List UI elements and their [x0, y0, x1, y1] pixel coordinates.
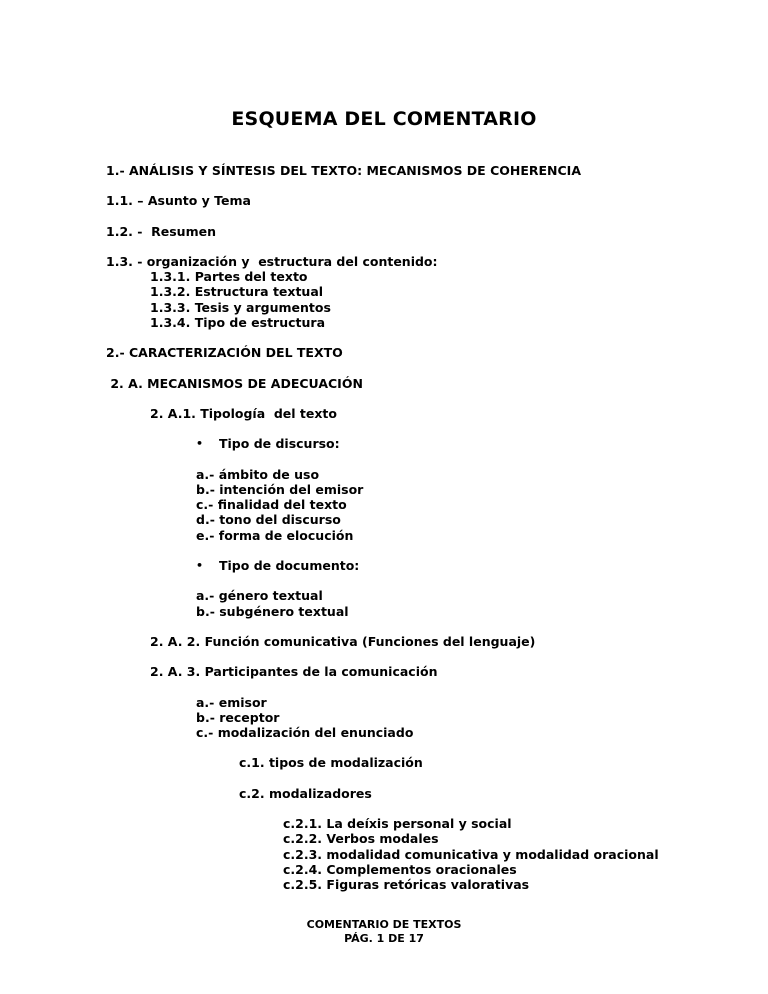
outline-line [106, 193, 738, 208]
outline-line [196, 497, 738, 512]
outline-line-text: 2. A. 3. Participantes de la comunicación [150, 664, 438, 680]
outline-line [150, 269, 738, 284]
outline-line-text: c.2.2. Verbos modales [283, 831, 439, 847]
outline-line [150, 664, 738, 679]
outline-line-text: c.2. modalizadores [239, 785, 372, 801]
document-title: ESQUEMA DEL COMENTARIO [231, 108, 537, 130]
outline-line [239, 786, 738, 801]
outline-list [106, 163, 738, 893]
outline-line-text: 1.- ANÁLISIS Y SÍNTESIS DEL TEXTO: MECANISMOS DE COHERENCIA [106, 163, 581, 178]
outline-line-text: 1.2. - Resumen [106, 223, 216, 239]
outline-line [106, 224, 738, 239]
outline-line [196, 558, 738, 573]
outline-line [196, 695, 738, 710]
outline-line-text: b.- subgénero textual [196, 603, 349, 619]
outline-line-text: a.- ámbito de uso [196, 466, 320, 482]
outline-line [196, 512, 738, 527]
outline-line-text: 1.3.2. Estructura textual [150, 284, 324, 300]
outline-line-text: a.- género textual [196, 588, 323, 604]
outline-line [283, 877, 738, 892]
outline-line [196, 604, 738, 619]
outline-line [106, 345, 738, 360]
outline-line-text: c.- modalización del enunciado [196, 725, 414, 741]
outline-line-text: 2.- CARACTERIZACIÓN DEL TEXTO [106, 345, 343, 361]
outline-line-text: 2. A. MECANISMOS DE ADECUACIÓN [106, 375, 363, 391]
outline-line-text: 1.1. – Asunto y Tema [106, 193, 251, 209]
outline-line [283, 862, 738, 877]
outline-line-text: b.- intención del emisor [196, 481, 364, 497]
outline-line [283, 847, 738, 862]
outline-line-text: c.2.3. modalidad comunicativa y modalidad oracional [283, 846, 659, 862]
outline-line-text: c.2.4. Complementos oracionales [283, 861, 517, 877]
outline-line-text: 1.3.1. Partes del texto [150, 269, 308, 285]
footer-page-number: PÁG. 1 DE 17 [344, 932, 424, 945]
outline-line-text: Tipo de discurso: [219, 436, 340, 452]
outline-line-text: 1.3.3. Tesis y argumentos [150, 299, 331, 315]
outline-line [150, 634, 738, 649]
outline-line [106, 376, 738, 391]
outline-line [239, 755, 738, 770]
outline-line [196, 725, 738, 740]
outline-line [196, 436, 738, 451]
footer-document-name: COMENTARIO DE TEXTOS [306, 918, 462, 931]
outline-line [196, 482, 738, 497]
outline-line [196, 710, 738, 725]
outline-line [196, 528, 738, 543]
outline-line [196, 467, 738, 482]
outline-line-text: 1.3. - organización y estructura del contenido: [106, 253, 438, 269]
outline-line-text: c.1. tipos de modalización [239, 755, 423, 771]
outline-line [283, 831, 738, 846]
outline-line [283, 816, 738, 831]
outline-line-text: a.- emisor [196, 694, 267, 710]
outline-line [150, 284, 738, 299]
outline-line-text: c.2.1. La deíxis personal y social [283, 816, 512, 832]
outline-line [106, 163, 738, 178]
outline-line [196, 588, 738, 603]
outline-line-text: 2. A.1. Tipología del texto [150, 405, 337, 421]
outline-line-text: Tipo de documento: [219, 558, 360, 574]
bullet-icon: • [196, 559, 204, 573]
outline-line-text: d.- tono del discurso [196, 512, 341, 528]
outline-line [150, 315, 738, 330]
outline-line-text: e.- forma de elocución [196, 527, 354, 543]
outline-line [150, 300, 738, 315]
outline-line-text: c.- finalidad del texto [196, 497, 347, 513]
bullet-icon: • [196, 437, 204, 451]
outline-line-text: 2. A. 2. Función comunicativa (Funciones del lenguaje) [150, 633, 536, 649]
outline-line-text: b.- receptor [196, 709, 280, 725]
outline-line [150, 406, 738, 421]
outline-line-text: 1.3.4. Tipo de estructura [150, 315, 326, 331]
outline-line [106, 254, 738, 269]
outline-line-text: c.2.5. Figuras retóricas valorativas [283, 877, 530, 893]
page-footer [0, 918, 768, 946]
